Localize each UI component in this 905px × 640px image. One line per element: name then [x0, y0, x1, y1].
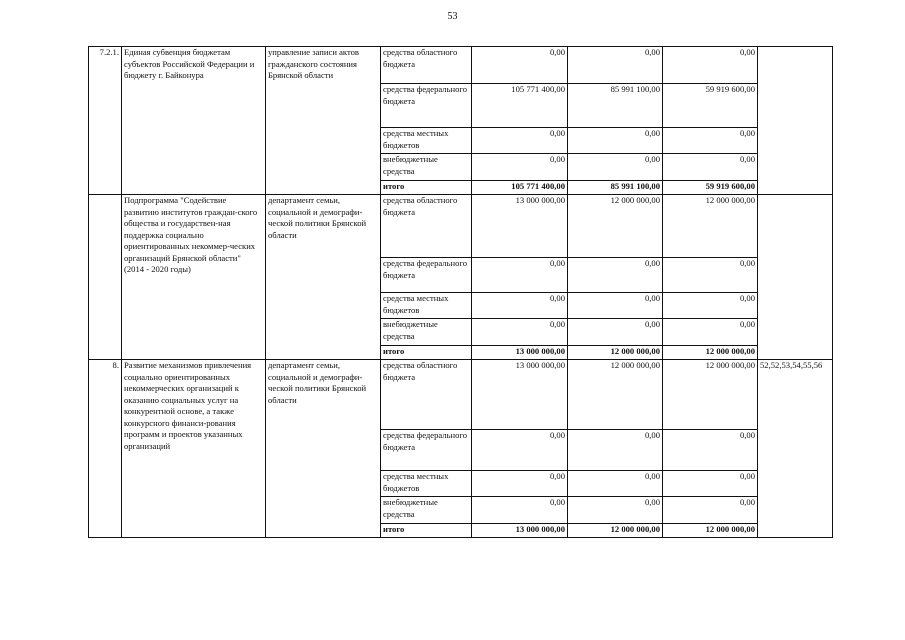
row-name-cell: Единая субвенция бюджетам субъектов Российской Федерации и бюджету г. Байконура: [122, 47, 266, 195]
amount-cell: 0,00: [568, 47, 663, 84]
amount-cell: 0,00: [568, 471, 663, 497]
funding-source-cell: итого: [381, 346, 472, 360]
amount-cell: 0,00: [663, 319, 758, 346]
amount-cell: 0,00: [663, 154, 758, 181]
amount-cell: 0,00: [568, 154, 663, 181]
amount-cell: 0,00: [663, 471, 758, 497]
funding-source-cell: средства местных бюджетов: [381, 128, 472, 154]
indicators-cell: [758, 47, 833, 195]
amount-cell: 0,00: [472, 293, 568, 319]
funding-source-cell: средства областного бюджета: [381, 47, 472, 84]
row-executor-cell: департамент семьи, социальной и демографи-ческой политики Брянской области: [266, 360, 381, 538]
amount-cell: 0,00: [663, 430, 758, 471]
funding-source-cell: внебюджетные средства: [381, 497, 472, 524]
row-code-cell: 8.: [89, 360, 122, 538]
amount-cell: 12 000 000,00: [663, 346, 758, 360]
row-executor-cell: управление записи актов гражданского состояния Брянской области: [266, 47, 381, 195]
amount-cell: 0,00: [472, 258, 568, 293]
budget-table: [88, 46, 833, 538]
amount-cell: 59 919 600,00: [663, 181, 758, 195]
funding-source-cell: итого: [381, 181, 472, 195]
amount-cell: 0,00: [472, 47, 568, 84]
amount-cell: 0,00: [568, 293, 663, 319]
amount-cell: 13 000 000,00: [472, 360, 568, 430]
row-code-cell: [89, 195, 122, 360]
amount-cell: 0,00: [568, 497, 663, 524]
amount-cell: 59 919 600,00: [663, 84, 758, 128]
amount-cell: 0,00: [472, 471, 568, 497]
amount-cell: 0,00: [472, 319, 568, 346]
indicators-cell: [758, 195, 833, 360]
table-row: [89, 360, 833, 430]
funding-source-cell: средства федерального бюджета: [381, 258, 472, 293]
amount-cell: 12 000 000,00: [663, 195, 758, 258]
amount-cell: 0,00: [568, 319, 663, 346]
row-name-cell: Развитие механизмов привлечения социально ориентированных некоммерческих организаций к оказанию социальных услуг на конкурентной основе, а также конкурсного финанси-рования программ и проектов указанных организаций: [122, 360, 266, 538]
amount-cell: 105 771 400,00: [472, 181, 568, 195]
funding-source-cell: средства областного бюджета: [381, 195, 472, 258]
amount-cell: 12 000 000,00: [663, 360, 758, 430]
amount-cell: 0,00: [663, 47, 758, 84]
amount-cell: 0,00: [472, 128, 568, 154]
amount-cell: 0,00: [568, 430, 663, 471]
funding-source-cell: средства местных бюджетов: [381, 293, 472, 319]
row-executor-cell: департамент семьи, социальной и демографи-ческой политики Брянской области: [266, 195, 381, 360]
amount-cell: 12 000 000,00: [568, 360, 663, 430]
budget-table-body: [89, 47, 833, 538]
amount-cell: 0,00: [472, 497, 568, 524]
amount-cell: 13 000 000,00: [472, 195, 568, 258]
funding-source-cell: внебюджетные средства: [381, 154, 472, 181]
funding-source-cell: средства федерального бюджета: [381, 430, 472, 471]
amount-cell: 0,00: [663, 258, 758, 293]
amount-cell: 0,00: [472, 430, 568, 471]
amount-cell: 85 991 100,00: [568, 181, 663, 195]
amount-cell: 12 000 000,00: [568, 195, 663, 258]
amount-cell: 12 000 000,00: [663, 524, 758, 538]
amount-cell: 0,00: [568, 258, 663, 293]
table-row: [89, 195, 833, 258]
funding-source-cell: средства областного бюджета: [381, 360, 472, 430]
amount-cell: 0,00: [568, 128, 663, 154]
amount-cell: 13 000 000,00: [472, 346, 568, 360]
funding-source-cell: итого: [381, 524, 472, 538]
funding-source-cell: средства федерального бюджета: [381, 84, 472, 128]
amount-cell: 13 000 000,00: [472, 524, 568, 538]
amount-cell: 0,00: [663, 293, 758, 319]
funding-source-cell: внебюджетные средства: [381, 319, 472, 346]
amount-cell: 85 991 100,00: [568, 84, 663, 128]
funding-source-cell: средства местных бюджетов: [381, 471, 472, 497]
amount-cell: 0,00: [663, 497, 758, 524]
page-number: 53: [447, 11, 458, 22]
amount-cell: 12 000 000,00: [568, 524, 663, 538]
indicators-cell: 52,52,53,54,55,56: [758, 360, 833, 538]
row-name-cell: Подпрограмма "Содействие развитию институтов граждан-ского общества и государствен-ная поддержка социально ориентированных некоммер-ческих организаций Брянской области" (2014 - 2020 годы): [122, 195, 266, 360]
amount-cell: 0,00: [663, 128, 758, 154]
amount-cell: 12 000 000,00: [568, 346, 663, 360]
table-row: [89, 47, 833, 84]
amount-cell: 0,00: [472, 154, 568, 181]
row-code-cell: 7.2.1.: [89, 47, 122, 195]
amount-cell: 105 771 400,00: [472, 84, 568, 128]
